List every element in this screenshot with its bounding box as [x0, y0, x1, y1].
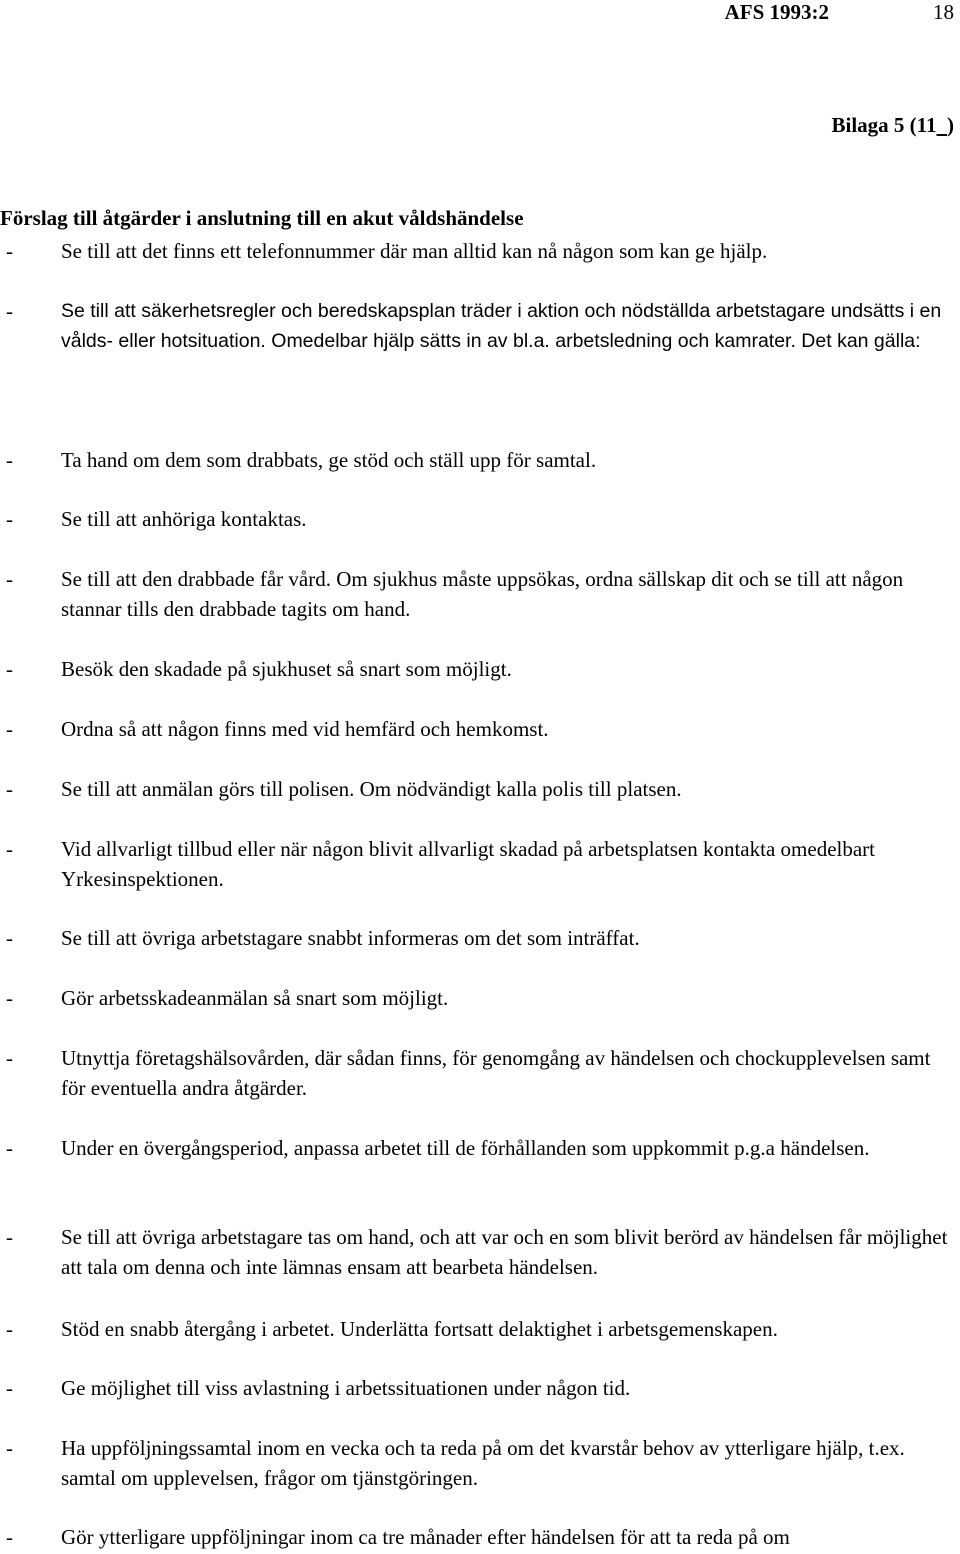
list-item-text: Ordna så att någon finns med vid hemfärd och hemkomst. — [61, 717, 549, 741]
appendix-blank — [937, 113, 948, 137]
list-item-text: Ge möjlighet till viss avlastning i arbetssituationen under någon tid. — [61, 1376, 631, 1400]
list-item — [0, 236, 960, 266]
list-item — [0, 654, 960, 684]
list-item — [0, 983, 960, 1013]
list-item-text: Utnyttja företagshälsovården, där sådan finns, för genomgång av händelsen och chockupplevelsen samt för eventuella andra åtgärder. — [61, 1046, 931, 1100]
list-item-text: Se till att övriga arbetstagare tas om hand, och att var och en som blivit berörd av händelsen får möjlighet att tala om denna och inte lämnas ensam att bearbeta händelsen. — [61, 1225, 948, 1279]
list-dash: - — [6, 239, 13, 263]
list-item-text: Se till att den drabbade får vård. Om sjukhus måste uppsökas, ordna sällskap dit och se till att någon stannar tills den drabbade tagits om hand. — [61, 567, 904, 621]
page-header — [0, 0, 960, 30]
list-item — [0, 1222, 960, 1282]
list-item — [0, 1314, 960, 1344]
list-dash: - — [6, 1136, 13, 1160]
list-dash: - — [6, 986, 13, 1010]
appendix-label — [831, 112, 954, 138]
list-dash: - — [6, 448, 13, 472]
list-item — [0, 1133, 960, 1163]
list-dash: - — [6, 657, 13, 681]
list-item-text: Ta hand om dem som drabbats, ge stöd och ställ upp för samtal. — [61, 448, 597, 472]
page-number: 18 — [933, 0, 954, 24]
appendix-close: ) — [947, 113, 954, 137]
list-dash: - — [6, 299, 13, 323]
list-dash: - — [6, 1436, 13, 1460]
list-dash: - — [6, 1317, 13, 1341]
list-dash: - — [6, 1046, 13, 1070]
list-dash: - — [6, 1376, 13, 1400]
list-dash: - — [6, 507, 13, 531]
list-item-text: Se till att det finns ett telefonnummer där man alltid kan nå någon som kan ge hjälp. — [61, 239, 768, 263]
list-item-text: Vid allvarligt tillbud eller när någon blivit allvarligt skadad på arbetsplatsen kontakta omedelbart Yrkesinspektionen. — [61, 837, 875, 891]
appendix-text: Bilaga 5 (11 — [831, 113, 937, 137]
list-item-text: Gör ytterligare uppföljningar inom ca tre månader efter händelsen för att ta reda på om — [61, 1525, 790, 1549]
list-item — [0, 1043, 960, 1103]
list-item-text: Se till att anhöriga kontaktas. — [61, 507, 307, 531]
list-dash: - — [6, 837, 13, 861]
list-item — [0, 445, 960, 475]
list-item-text: Se till att övriga arbetstagare snabbt informeras om det som inträffat. — [61, 926, 640, 950]
list-item — [0, 296, 960, 356]
section-title: Förslag till åtgärder i anslutning till en akut våldshändelse — [0, 206, 524, 230]
list-dash: - — [6, 567, 13, 591]
list-item-text: Besök den skadade på sjukhuset så snart som möjligt. — [61, 657, 512, 681]
list-item-text: Ha uppföljningssamtal inom en vecka och ta reda på om det kvarstår behov av ytterligare hjälp, t.ex. samtal om upplevelsen, frågor om tjänstgöringen. — [61, 1436, 905, 1490]
list-item — [0, 1522, 960, 1552]
list-item — [0, 774, 960, 804]
list-dash: - — [6, 926, 13, 950]
list-dash: - — [6, 717, 13, 741]
list-item — [0, 1433, 960, 1493]
list-item — [0, 504, 960, 534]
list-item — [0, 834, 960, 894]
list-item-text: Se till att säkerhetsregler och beredskapsplan träder i aktion och nödställda arbetstagare undsätts i en vålds- eller hotsituation. Omedelbar hjälp sätts in av bl.a. arbetsledning och kamrater. Det kan gälla: — [61, 300, 942, 352]
list-item — [0, 923, 960, 953]
list-item-text: Se till att anmälan görs till polisen. Om nödvändigt kalla polis till platsen. — [61, 777, 682, 801]
list-item-text: Under en övergångsperiod, anpassa arbetet till de förhållanden som uppkommit p.g.a händelsen. — [61, 1136, 870, 1160]
list-item — [0, 714, 960, 744]
list-dash: - — [6, 1525, 13, 1549]
list-item — [0, 1373, 960, 1403]
list-item-text: Gör arbetsskadeanmälan så snart som möjligt. — [61, 986, 449, 1010]
document-reference: AFS 1993:2 — [724, 0, 829, 24]
list-item — [0, 564, 960, 624]
list-item-text: Stöd en snabb återgång i arbetet. Underlätta fortsatt delaktighet i arbetsgemenskapen. — [61, 1317, 778, 1341]
list-dash: - — [6, 1225, 13, 1249]
list-dash: - — [6, 777, 13, 801]
